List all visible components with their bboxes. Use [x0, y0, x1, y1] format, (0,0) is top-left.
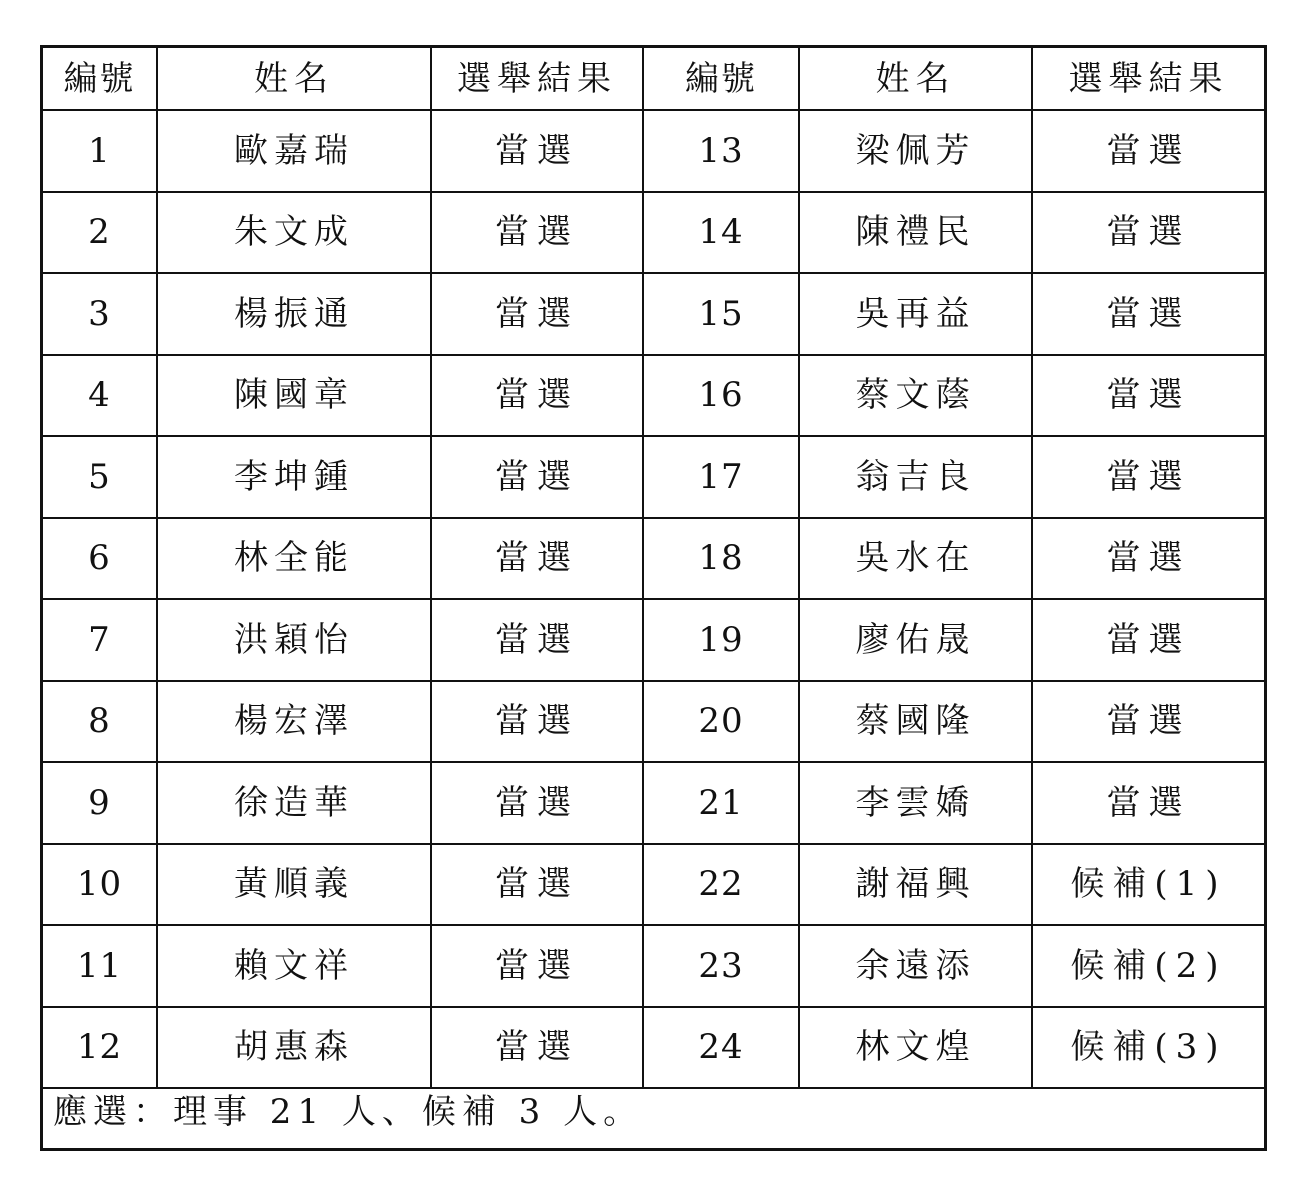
cell-name-right: 林文煌	[799, 1007, 1032, 1089]
cell-number-left: 5	[43, 436, 157, 518]
table-row	[43, 110, 1264, 192]
cell-result-left: 當選	[431, 518, 643, 600]
cell-name-right: 蔡文蔭	[799, 355, 1032, 437]
cell-name-right: 翁吉良	[799, 436, 1032, 518]
header-name-left: 姓名	[157, 48, 431, 110]
cell-name-right: 陳禮民	[799, 192, 1032, 274]
header-row	[43, 48, 1264, 110]
cell-number-right: 22	[643, 844, 799, 926]
cell-result-left: 當選	[431, 681, 643, 763]
cell-name-right: 蔡國隆	[799, 681, 1032, 763]
cell-result-left: 當選	[431, 1007, 643, 1089]
cell-name-right: 吳水在	[799, 518, 1032, 600]
header-name-right: 姓名	[799, 48, 1032, 110]
cell-result-left: 當選	[431, 762, 643, 844]
cell-number-left: 12	[43, 1007, 157, 1089]
cell-result-right: 當選	[1032, 599, 1264, 681]
table-row	[43, 355, 1264, 437]
table-row	[43, 925, 1264, 1007]
table-row	[43, 192, 1264, 274]
cell-name-right: 余遠添	[799, 925, 1032, 1007]
cell-name-right: 梁佩芳	[799, 110, 1032, 192]
results-body	[43, 110, 1264, 1088]
cell-number-right: 20	[643, 681, 799, 763]
table-row	[43, 273, 1264, 355]
cell-name-right: 謝福興	[799, 844, 1032, 926]
cell-number-left: 10	[43, 844, 157, 926]
cell-number-right: 21	[643, 762, 799, 844]
cell-result-right: 當選	[1032, 192, 1264, 274]
cell-number-left: 7	[43, 599, 157, 681]
cell-result-right: 當選	[1032, 681, 1264, 763]
table-row	[43, 436, 1264, 518]
cell-name-right: 廖佑晟	[799, 599, 1032, 681]
cell-name-left: 陳國章	[157, 355, 431, 437]
cell-name-left: 徐造華	[157, 762, 431, 844]
header-number-left: 編號	[43, 48, 157, 110]
cell-number-left: 1	[43, 110, 157, 192]
cell-name-left: 林全能	[157, 518, 431, 600]
header-result-right: 選舉結果	[1032, 48, 1264, 110]
cell-result-right: 當選	[1032, 273, 1264, 355]
cell-result-left: 當選	[431, 110, 643, 192]
cell-result-right: 候補(2)	[1032, 925, 1264, 1007]
cell-result-right: 當選	[1032, 436, 1264, 518]
cell-number-left: 6	[43, 518, 157, 600]
cell-number-left: 9	[43, 762, 157, 844]
cell-result-right: 當選	[1032, 355, 1264, 437]
cell-result-left: 當選	[431, 599, 643, 681]
table-row	[43, 681, 1264, 763]
cell-result-right: 候補(3)	[1032, 1007, 1264, 1089]
cell-number-left: 8	[43, 681, 157, 763]
cell-name-left: 楊振通	[157, 273, 431, 355]
table-row	[43, 599, 1264, 681]
cell-result-right: 當選	[1032, 518, 1264, 600]
cell-result-left: 當選	[431, 436, 643, 518]
cell-number-left: 4	[43, 355, 157, 437]
cell-number-right: 23	[643, 925, 799, 1007]
cell-number-right: 16	[643, 355, 799, 437]
cell-result-right: 當選	[1032, 110, 1264, 192]
cell-number-right: 24	[643, 1007, 799, 1089]
cell-name-left: 賴文祥	[157, 925, 431, 1007]
cell-name-left: 朱文成	[157, 192, 431, 274]
cell-name-left: 歐嘉瑞	[157, 110, 431, 192]
cell-number-right: 13	[643, 110, 799, 192]
election-results-sheet	[40, 45, 1267, 1151]
cell-number-left: 2	[43, 192, 157, 274]
cell-result-left: 當選	[431, 844, 643, 926]
cell-name-left: 楊宏澤	[157, 681, 431, 763]
cell-name-left: 洪穎怡	[157, 599, 431, 681]
cell-name-right: 李雲嬌	[799, 762, 1032, 844]
cell-number-left: 11	[43, 925, 157, 1007]
cell-number-right: 15	[643, 273, 799, 355]
cell-result-right: 當選	[1032, 762, 1264, 844]
cell-name-left: 李坤鍾	[157, 436, 431, 518]
cell-name-right: 吳再益	[799, 273, 1032, 355]
cell-number-left: 3	[43, 273, 157, 355]
cell-result-right: 候補(1)	[1032, 844, 1264, 926]
election-results-table	[43, 48, 1264, 1089]
cell-number-right: 18	[643, 518, 799, 600]
header-number-right: 編號	[643, 48, 799, 110]
quota-note: 應選：理事 21 人、候補 3 人。	[53, 1091, 644, 1132]
cell-number-right: 14	[643, 192, 799, 274]
cell-result-left: 當選	[431, 925, 643, 1007]
cell-number-right: 17	[643, 436, 799, 518]
cell-result-left: 當選	[431, 355, 643, 437]
table-row	[43, 762, 1264, 844]
cell-result-left: 當選	[431, 273, 643, 355]
table-row	[43, 518, 1264, 600]
cell-name-left: 胡惠森	[157, 1007, 431, 1089]
cell-name-left: 黃順義	[157, 844, 431, 926]
header-result-left: 選舉結果	[431, 48, 643, 110]
table-row	[43, 844, 1264, 926]
cell-result-left: 當選	[431, 192, 643, 274]
cell-number-right: 19	[643, 599, 799, 681]
